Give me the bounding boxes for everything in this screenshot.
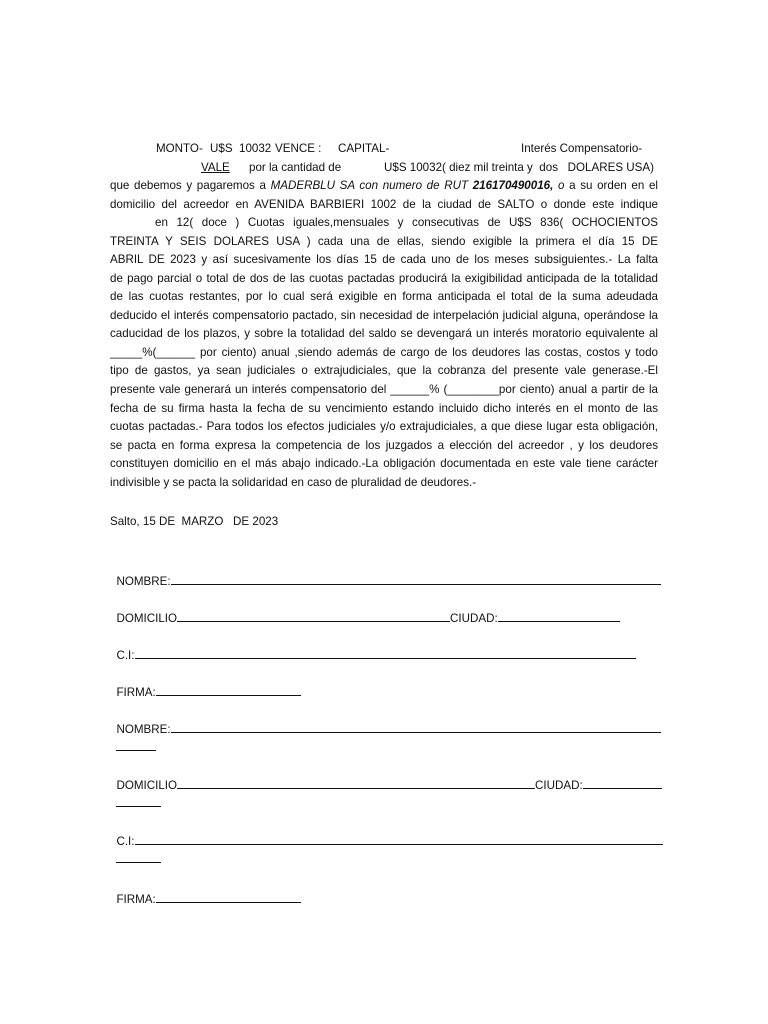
cantidad-value: U$S 10032( diez mil treinta y dos DOLARES USA) bbox=[384, 161, 654, 174]
ciudad-label: CIUDAD: bbox=[450, 612, 498, 625]
signer-2-domicilio bbox=[110, 757, 662, 792]
signer-2-ci-continuation bbox=[110, 831, 161, 849]
signer-2-firma bbox=[110, 871, 301, 906]
ciudad-field[interactable] bbox=[583, 775, 662, 789]
body-line-19: indivisible y se pacta la solidaridad en caso de pluralidad de deudores.- bbox=[110, 476, 477, 489]
domicilio-label: DOMICILIO bbox=[116, 612, 178, 625]
place-date: Salto, 15 DE MARZO DE 2023 bbox=[110, 515, 279, 528]
signer-1-ci bbox=[110, 627, 636, 662]
signer-1-domicilio bbox=[110, 590, 620, 625]
ci-field-continuation[interactable] bbox=[116, 849, 161, 863]
cantidad-label: por la cantidad de bbox=[249, 161, 342, 174]
header-line bbox=[0, 140, 768, 158]
ci-label: C.I: bbox=[116, 649, 135, 662]
body-line-4: domicilio del acreedor en AVENIDA BARBIERI 1002 de la ciudad de SALTO o donde este indique bbox=[110, 198, 658, 211]
nombre-field[interactable] bbox=[171, 571, 661, 585]
body-line-6: TREINTA Y SEIS DOLARES USA ) cada una de ellas, siendo exigible la primera el día 15 DE bbox=[110, 235, 658, 248]
body-line-16: cuotas pactadas.- Para todos los efectos judiciales y/o extrajudiciales, a que diese lugar esta obligación, bbox=[110, 420, 658, 433]
body-line-8: de pago parcial o total de dos de las cuotas pactadas producirá la exigibilidad anticipada de la totalidad bbox=[110, 272, 658, 285]
firma-label: FIRMA: bbox=[116, 893, 156, 906]
signer-2-nombre-continuation bbox=[110, 719, 156, 737]
signer-1-nombre bbox=[110, 553, 661, 588]
ciudad-field[interactable] bbox=[498, 608, 620, 622]
body-line-10: deducido el interés compensatorio pactado, sin necesidad de interpelación judicial alguna, operándose la bbox=[110, 309, 658, 322]
nombre-label: NOMBRE: bbox=[116, 723, 171, 736]
body-line-14: presente vale generará un interés compensatorio del ______% (________por ciento) anual a partir de la bbox=[110, 383, 658, 396]
capital-label: CAPITAL- bbox=[338, 142, 390, 155]
nombre-field-continuation[interactable] bbox=[116, 737, 156, 751]
ciudad-field-continuation[interactable] bbox=[116, 793, 161, 807]
body-line-3: que debemos y pagaremos a MADERBLU SA con numero de RUT 216170490016, o a su orden en el bbox=[110, 179, 658, 192]
nombre-label: NOMBRE: bbox=[116, 575, 171, 588]
body-line-18: constituyen domicilio en el más abajo indicado.-La obligación documentada en este vale tiene carácter bbox=[110, 457, 658, 470]
nombre-field[interactable] bbox=[171, 719, 661, 733]
signer-2-nombre bbox=[110, 701, 661, 736]
ciudad-label: CIUDAD: bbox=[535, 779, 583, 792]
creditor-rut: 216170490016, bbox=[472, 179, 554, 192]
ci-label: C.I: bbox=[116, 835, 135, 848]
body-line-9: de las cuotas restantes, por lo cual será exigible en forma anticipada el total de la suma adeudada bbox=[110, 290, 658, 303]
body-line-17: se pacta en forma expresa la competencia de los juzgados a elección del acreedor , y los deudores bbox=[110, 439, 658, 452]
ci-field[interactable] bbox=[135, 645, 636, 659]
body-line-15: fecha de su firma hasta la fecha de su vencimiento estando incluido dicho interés en el monto de las bbox=[110, 402, 658, 415]
body-line-12: _____%(______ por ciento) anual ,siendo además de cargo de los deudores las costas, costos y todo bbox=[110, 346, 658, 359]
firma-field[interactable] bbox=[156, 682, 301, 696]
domicilio-field[interactable] bbox=[177, 608, 450, 622]
vale-title: VALE bbox=[201, 161, 230, 174]
firma-field[interactable] bbox=[156, 889, 301, 903]
domicilio-label: DOMICILIO bbox=[116, 779, 178, 792]
monto-label: MONTO- bbox=[156, 142, 203, 155]
body-line-7: ABRIL DE 2023 y así sucesivamente los días 15 de cada uno de los meses subsiguientes.- La falta bbox=[110, 253, 658, 266]
body-line-5: en 12( doce ) Cuotas iguales,mensuales y consecutivas de U$S 836( OCHOCIENTOS bbox=[155, 216, 658, 229]
interes-compensatorio-label: Interés Compensatorio- bbox=[521, 142, 643, 155]
vence-label: VENCE : bbox=[275, 142, 322, 155]
firma-label: FIRMA: bbox=[116, 686, 156, 699]
body-line-13: tipo de gastos, ya sean judiciales o extrajudiciales, que la cobranza del presente vale generase.-El bbox=[110, 364, 658, 377]
signer-2-domicilio-continuation bbox=[110, 775, 161, 793]
signer-1-firma bbox=[110, 664, 301, 699]
body-line-2 bbox=[0, 159, 768, 177]
creditor-name: MADERBLU SA con numero de RUT bbox=[270, 179, 473, 192]
body-line-11: caducidad de los plazos, y sobre la totalidad del saldo se devengará un interés moratorio equivalente al bbox=[110, 327, 658, 340]
ci-field[interactable] bbox=[135, 831, 663, 845]
monto-value: U$S 10032 bbox=[210, 142, 272, 155]
domicilio-field[interactable] bbox=[177, 775, 535, 789]
signer-2-ci bbox=[110, 813, 663, 848]
